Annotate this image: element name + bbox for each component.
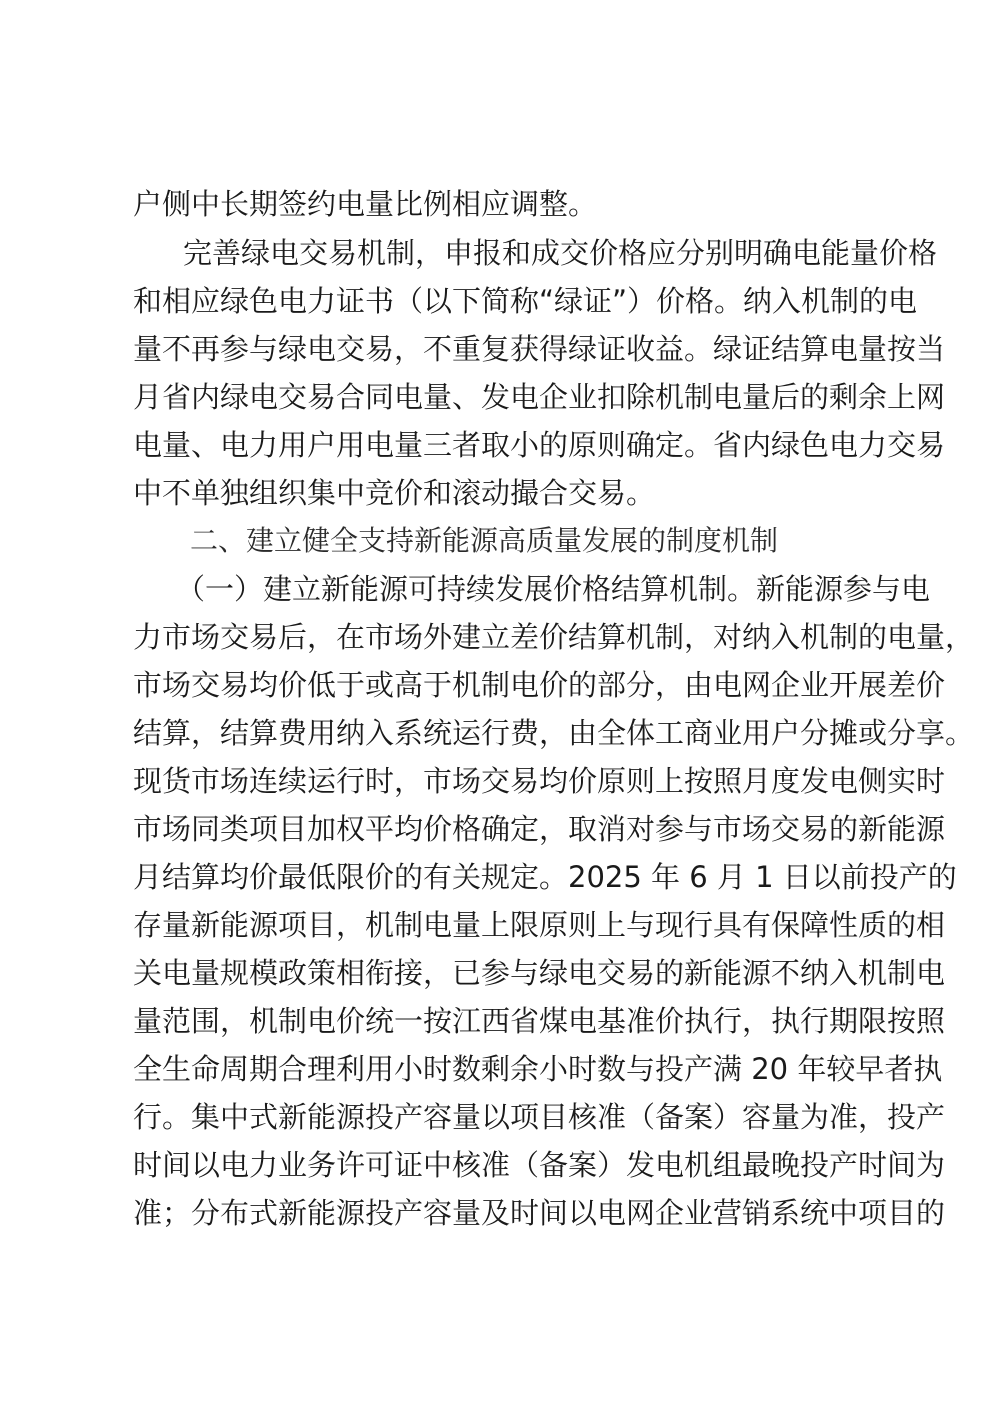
paragraph-line: 市场交易均价低于或高于机制电价的部分，由电网企业开展差价 <box>133 668 946 702</box>
paragraph-line: 时间以电力业务许可证中核准（备案）发电机组最晚投产时间为 <box>133 1148 946 1182</box>
paragraph-line: 行。集中式新能源投产容量以项目核准（备案）容量为准，投产 <box>133 1100 946 1134</box>
paragraph-line: 电量、电力用户用电量三者取小的原则确定。省内绿色电力交易 <box>133 428 946 462</box>
section-heading: 二、建立健全支持新能源高质量发展的制度机制 <box>190 524 779 557</box>
paragraph-line: 户侧中长期签约电量比例相应调整。 <box>133 187 598 221</box>
paragraph-line: 结算，结算费用纳入系统运行费，由全体工商业用户分摊或分享。 <box>133 716 975 750</box>
paragraph-line: 全生命周期合理利用小时数剩余小时数与投产满 20 年较早者执 <box>133 1052 943 1086</box>
paragraph-line: 市场同类项目加权平均价格确定，取消对参与市场交易的新能源 <box>133 812 946 846</box>
paragraph-line: 完善绿电交易机制，申报和成交价格应分别明确电能量价格 <box>183 236 938 270</box>
paragraph-line: 和相应绿色电力证书（以下简称“绿证”）价格。纳入机制的电 <box>133 284 918 318</box>
paragraph-line: 关电量规模政策相衔接，已参与绿电交易的新能源不纳入机制电 <box>133 956 946 990</box>
paragraph-line: 准；分布式新能源投产容量及时间以电网企业营销系统中项目的 <box>133 1196 946 1230</box>
paragraph-line: 中不单独组织集中竞价和滚动撮合交易。 <box>133 476 656 510</box>
paragraph-line: 力市场交易后，在市场外建立差价结算机制，对纳入机制的电量， <box>133 620 975 654</box>
paragraph-line: 月省内绿电交易合同电量、发电企业扣除机制电量后的剩余上网 <box>133 380 946 414</box>
paragraph-line: （一）建立新能源可持续发展价格结算机制。新能源参与电 <box>176 572 931 606</box>
paragraph-line: 现货市场连续运行时，市场交易均价原则上按照月度发电侧实时 <box>133 764 946 798</box>
paragraph-line: 量范围，机制电价统一按江西省煤电基准价执行，执行期限按照 <box>133 1004 946 1038</box>
paragraph-line: 存量新能源项目，机制电量上限原则上与现行具有保障性质的相 <box>133 908 946 942</box>
paragraph-line: 量不再参与绿电交易，不重复获得绿证收益。绿证结算电量按当 <box>133 332 946 366</box>
paragraph-line: 月结算均价最低限价的有关规定。2025 年 6 月 1 日以前投产的 <box>133 860 957 894</box>
